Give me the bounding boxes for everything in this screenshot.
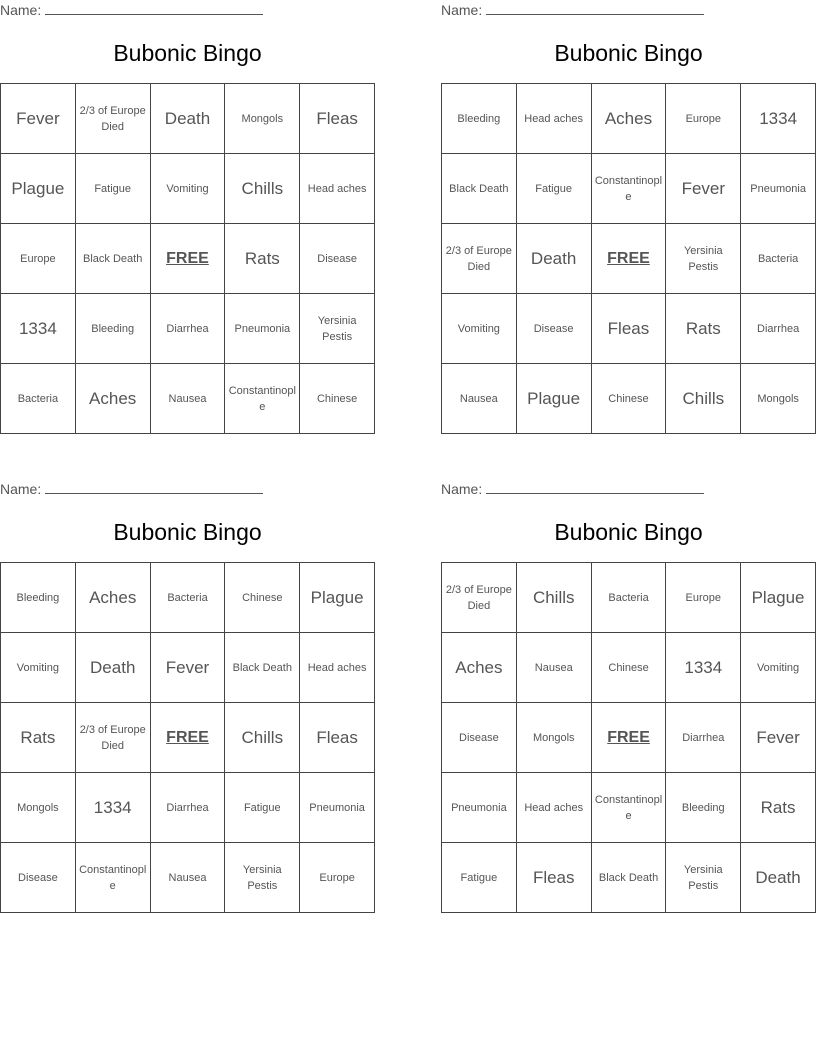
- bingo-cell: Head aches: [300, 154, 375, 224]
- card-title: Bubonic Bingo: [113, 40, 262, 66]
- bingo-cell: Vomiting: [1, 633, 76, 703]
- bingo-row: [442, 84, 816, 154]
- bingo-cell: 2/3 of Europe Died: [442, 563, 517, 633]
- name-label: Name:: [0, 2, 42, 18]
- bingo-cell: Chinese: [300, 364, 375, 434]
- bingo-cell: Nausea: [516, 633, 591, 703]
- bingo-cell: Diarrhea: [666, 703, 741, 773]
- bingo-cell: Bleeding: [442, 84, 517, 154]
- bingo-cell: Plague: [1, 154, 76, 224]
- bingo-cell: Rats: [741, 773, 816, 843]
- bingo-cell: Mongols: [225, 84, 300, 154]
- bingo-cell: Chills: [666, 364, 741, 434]
- bingo-row: [442, 154, 816, 224]
- bingo-row: [1, 224, 375, 294]
- bingo-cell: Fleas: [300, 703, 375, 773]
- bingo-cell: Fatigue: [225, 773, 300, 843]
- bingo-cell: Bleeding: [666, 773, 741, 843]
- bingo-card: [0, 0, 375, 434]
- card-title: Bubonic Bingo: [113, 519, 262, 545]
- bingo-cell: Black Death: [75, 224, 150, 294]
- name-field: [0, 481, 263, 497]
- bingo-row: [442, 633, 816, 703]
- bingo-cell: Nausea: [150, 364, 225, 434]
- name-blank-line: [486, 2, 704, 15]
- bingo-cell: Vomiting: [442, 294, 517, 364]
- bingo-cell: Pneumonia: [225, 294, 300, 364]
- bingo-grid: [0, 83, 375, 434]
- bingo-cell: Fatigue: [75, 154, 150, 224]
- bingo-card: [441, 479, 816, 913]
- name-field: [441, 481, 704, 497]
- name-blank-line: [45, 2, 263, 15]
- bingo-cell: Yersinia Pestis: [225, 843, 300, 913]
- bingo-cell: Fleas: [591, 294, 666, 364]
- free-space-cell: FREE: [591, 703, 666, 773]
- bingo-cell: Diarrhea: [150, 773, 225, 843]
- bingo-cell: Constantinople: [591, 154, 666, 224]
- bingo-cell: Constantinople: [591, 773, 666, 843]
- bingo-row: [1, 703, 375, 773]
- bingo-cell: Nausea: [150, 843, 225, 913]
- bingo-cell: Rats: [666, 294, 741, 364]
- bingo-row: [1, 294, 375, 364]
- bingo-row: [442, 224, 816, 294]
- bingo-cell: Death: [150, 84, 225, 154]
- bingo-cell: Yersinia Pestis: [666, 843, 741, 913]
- bingo-cell: 2/3 of Europe Died: [75, 703, 150, 773]
- bingo-cell: Fever: [666, 154, 741, 224]
- bingo-cell: Plague: [300, 563, 375, 633]
- bingo-cell: Bleeding: [75, 294, 150, 364]
- bingo-cell: Chinese: [591, 633, 666, 703]
- bingo-cell: Head aches: [300, 633, 375, 703]
- bingo-cell: Fleas: [516, 843, 591, 913]
- free-space-cell: FREE: [150, 703, 225, 773]
- free-space-cell: FREE: [591, 224, 666, 294]
- bingo-cell: Fatigue: [442, 843, 517, 913]
- bingo-cell: 1334: [1, 294, 76, 364]
- bingo-row: [1, 563, 375, 633]
- bingo-cell: Chinese: [225, 563, 300, 633]
- bingo-row: [442, 703, 816, 773]
- name-blank-line: [45, 481, 263, 494]
- bingo-cell: 1334: [75, 773, 150, 843]
- bingo-cell: 2/3 of Europe Died: [75, 84, 150, 154]
- bingo-row: [1, 364, 375, 434]
- bingo-row: [1, 773, 375, 843]
- bingo-row: [442, 294, 816, 364]
- bingo-cell: Rats: [1, 703, 76, 773]
- bingo-cell: 1334: [741, 84, 816, 154]
- bingo-grid: [441, 562, 816, 913]
- bingo-cell: Fleas: [300, 84, 375, 154]
- bingo-cell: Europe: [1, 224, 76, 294]
- bingo-cell: Black Death: [591, 843, 666, 913]
- card-title: Bubonic Bingo: [554, 40, 703, 66]
- bingo-cell: Chills: [225, 154, 300, 224]
- bingo-cell: Vomiting: [741, 633, 816, 703]
- bingo-cell: Disease: [442, 703, 517, 773]
- bingo-cell: Fatigue: [516, 154, 591, 224]
- name-label: Name:: [441, 2, 483, 18]
- bingo-cell: Bacteria: [1, 364, 76, 434]
- bingo-cell: Death: [516, 224, 591, 294]
- bingo-cell: Diarrhea: [741, 294, 816, 364]
- bingo-row: [1, 633, 375, 703]
- bingo-cell: Death: [741, 843, 816, 913]
- bingo-card: [441, 0, 816, 434]
- bingo-cell: Chinese: [591, 364, 666, 434]
- bingo-card: [0, 479, 375, 913]
- card-title: Bubonic Bingo: [554, 519, 703, 545]
- bingo-cell: Nausea: [442, 364, 517, 434]
- bingo-cell: Fever: [741, 703, 816, 773]
- bingo-cell: Bacteria: [591, 563, 666, 633]
- bingo-grid: [441, 83, 816, 434]
- bingo-row: [442, 773, 816, 843]
- bingo-cell: Head aches: [516, 84, 591, 154]
- bingo-cell: Aches: [591, 84, 666, 154]
- bingo-cell: Pneumonia: [442, 773, 517, 843]
- bingo-cell: Plague: [516, 364, 591, 434]
- bingo-grid: [0, 562, 375, 913]
- bingo-cell: Black Death: [225, 633, 300, 703]
- bingo-cell: Bacteria: [741, 224, 816, 294]
- bingo-row: [442, 364, 816, 434]
- bingo-cell: Aches: [75, 364, 150, 434]
- bingo-cell: Chills: [516, 563, 591, 633]
- bingo-cell: Fever: [1, 84, 76, 154]
- bingo-cell: Bleeding: [1, 563, 76, 633]
- bingo-cell: Aches: [75, 563, 150, 633]
- bingo-cell: Europe: [666, 563, 741, 633]
- bingo-cell: Disease: [300, 224, 375, 294]
- bingo-cell: Yersinia Pestis: [666, 224, 741, 294]
- bingo-cell: Mongols: [1, 773, 76, 843]
- bingo-cell: Yersinia Pestis: [300, 294, 375, 364]
- bingo-cell: Aches: [442, 633, 517, 703]
- bingo-cell: Pneumonia: [300, 773, 375, 843]
- bingo-cell: Constantinople: [75, 843, 150, 913]
- name-field: [441, 2, 704, 18]
- bingo-cell: Disease: [516, 294, 591, 364]
- bingo-cell: Head aches: [516, 773, 591, 843]
- bingo-cell: Plague: [741, 563, 816, 633]
- bingo-cell: Pneumonia: [741, 154, 816, 224]
- bingo-cell: 1334: [666, 633, 741, 703]
- bingo-cell: Rats: [225, 224, 300, 294]
- bingo-cell: Mongols: [741, 364, 816, 434]
- name-label: Name:: [441, 481, 483, 497]
- name-field: [0, 2, 263, 18]
- bingo-cell: Constantinople: [225, 364, 300, 434]
- bingo-cell: Bacteria: [150, 563, 225, 633]
- bingo-cell: Vomiting: [150, 154, 225, 224]
- bingo-cell: Diarrhea: [150, 294, 225, 364]
- bingo-cell: Chills: [225, 703, 300, 773]
- bingo-cell: Disease: [1, 843, 76, 913]
- bingo-cell: Death: [75, 633, 150, 703]
- bingo-cell: Mongols: [516, 703, 591, 773]
- bingo-cell: 2/3 of Europe Died: [442, 224, 517, 294]
- bingo-row: [442, 843, 816, 913]
- bingo-cell: Black Death: [442, 154, 517, 224]
- free-space-cell: FREE: [150, 224, 225, 294]
- bingo-row: [1, 84, 375, 154]
- bingo-row: [1, 843, 375, 913]
- bingo-row: [1, 154, 375, 224]
- bingo-cell: Fever: [150, 633, 225, 703]
- name-label: Name:: [0, 481, 42, 497]
- bingo-row: [442, 563, 816, 633]
- bingo-cell: Europe: [666, 84, 741, 154]
- bingo-cell: Europe: [300, 843, 375, 913]
- name-blank-line: [486, 481, 704, 494]
